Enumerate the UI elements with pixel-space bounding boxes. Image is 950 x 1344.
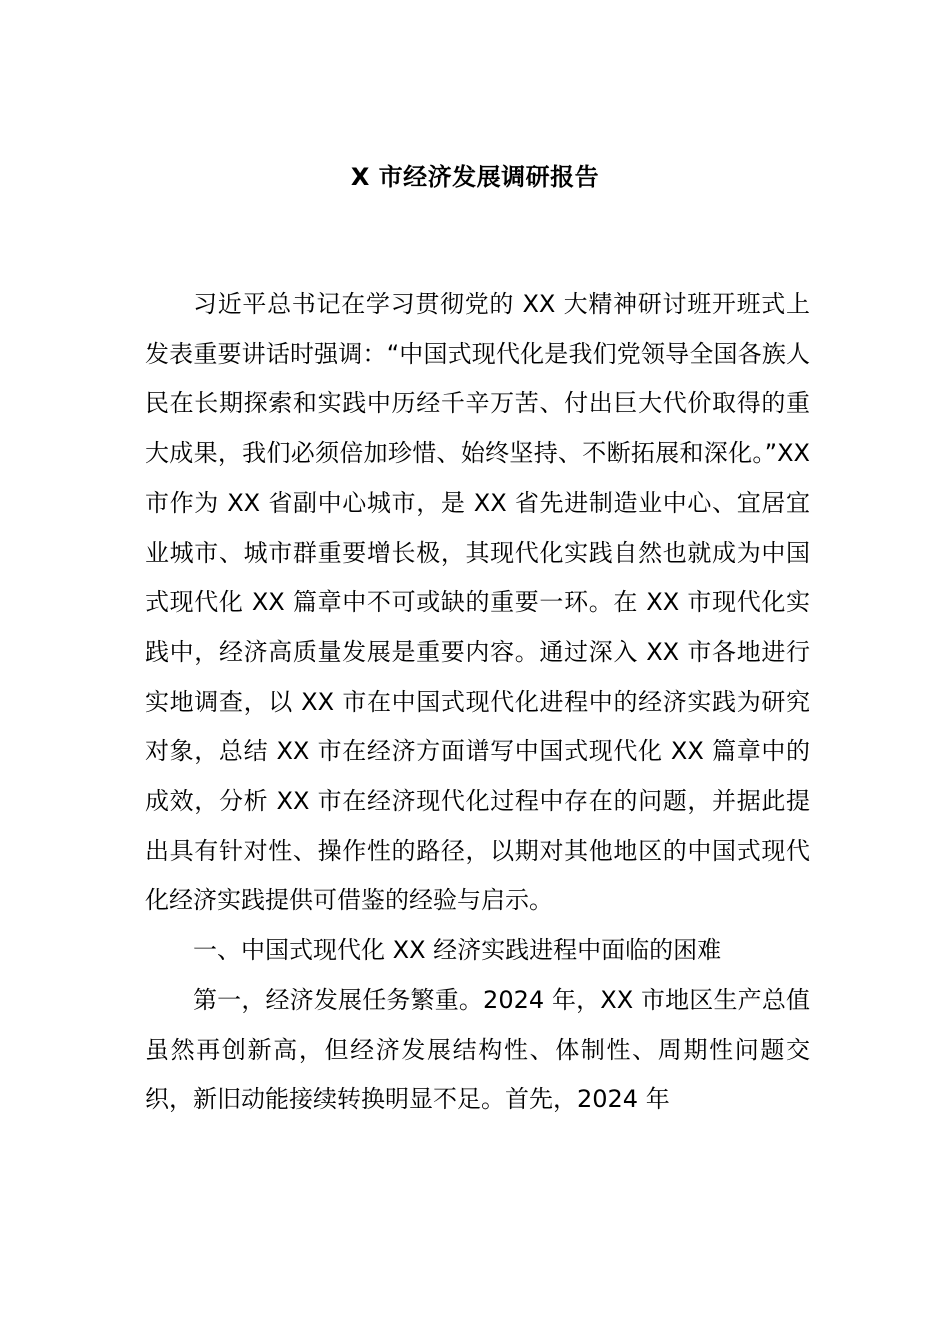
paragraph-intro: 习近平总书记在学习贯彻党的 XX 大精神研讨班开班式上发表重要讲话时强调：“中国式现代化是我们党领导全国各族人民在长期探索和实践中历经千辛万苦、付出巨大代价取得的重大成果，我们必须倍加珍惜、始终坚持、不断拓展和深化。”XX 市作为 XX 省副中心城市，是 XX 省先进制造业中心、宜居宜业城市、城市群重要增长极，其现代化实践自然也就成为中国式现代化 XX 篇章中不可或缺的重要一环。在 XX 市现代化实践中，经济高质量发展是重要内容。通过深入 XX 市各地进行实地调查，以 XX 市在中国式现代化进程中的经济实践为研究对象，总结 XX 市在经济方面谱写中国式现代化 XX 篇章中的成效，分析 XX 市在经济现代化过程中存在的问题，并据此提出具有针对性、操作性的路径，以期对其他地区的中国式现代化经济实践提供可借鉴的经验与启示。 (145, 290, 810, 915)
section-heading: 一、中国式现代化 XX 经济实践进程中面临的困难 (193, 936, 722, 965)
paragraph-first-point: 第一，经济发展任务繁重。2024 年，XX 市地区生产总值虽然再创新高，但经济发展结构性、体制性、周期性问题交织，新旧动能接续转换明显不足。首先，2024 年 (145, 985, 810, 1114)
document-title: X 市经济发展调研报告 (350, 163, 600, 191)
document-body (145, 280, 810, 1125)
